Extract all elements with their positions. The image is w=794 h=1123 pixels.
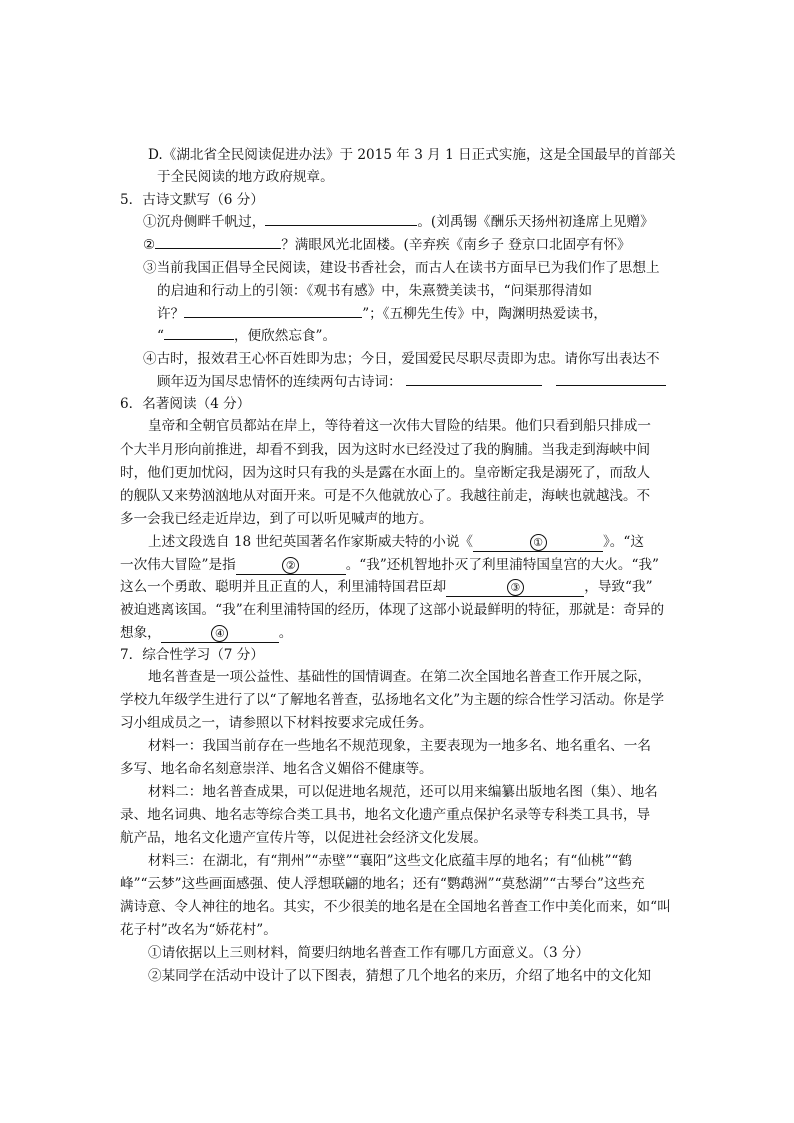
q6-passage-line: 时，他们更加忧闷，因为这时只有我的头是露在水面上的。皇帝断定我是溺死了，而敌人 [120,465,651,481]
answer-blank-3[interactable] [446,578,584,597]
q5-s4-l2-text: 顾年迈为国尽忠情怀的连续两句古诗词： [157,374,402,390]
q5-s2-suffix: ？满眼风光北固楼。(辛弃疾《南乡子 登京口北固亭有怀》 [281,237,631,253]
answer-blank[interactable] [164,324,234,340]
q6-l3-suffix: ，导致“我” [584,579,653,595]
q5-s3-l4-open: “ [157,328,164,344]
answer-blank[interactable] [406,370,542,386]
material-1-line: 多写、地名命名刻意崇洋、地名含义媚俗不健康等。 [120,761,433,777]
q7-intro-line: 地名普查是一项公益性、基础性的国情调查。在第二次全国地名普查工作开展之际， [148,669,651,685]
q6-q-line-4: 被迫逃离该国。“我”在利里浦特国的经历，体现了这部小说最鲜明的特征，那就是：奇异的 [120,602,665,618]
answer-blank[interactable] [155,233,281,249]
answer-blank[interactable] [184,302,362,318]
answer-blank-2[interactable] [236,556,346,575]
q6-q-line-2 [120,553,659,577]
blank-number-1: ① [530,534,547,551]
q6-l1-prefix: 上述文段选自 18 世纪英国著名作家斯威夫特的小说《 [148,534,474,550]
material-2-line: 材料二：地名普查成果，可以促进地名规范，还可以用来编纂出版地名图（集）、地名 [148,784,658,800]
q6-passage-line: 个大半月形向前推进，却看不到我，因为这时水已经没过了我的胸脯。当我走到海峡中间 [120,442,651,458]
q7-intro-line: 学校九年级学生进行了以“了解地名普查，弘扬地名文化”为主题的综合性学习活动。你是学 [120,692,665,708]
q7-intro-line: 习小组成员之一，请参照以下材料按要求完成任务。 [120,715,433,731]
q5-s1-prefix: ①沉舟侧畔千帆过， [143,214,266,230]
q7-task-1: ①请依据以上三则材料，简要归纳地名普查工作有哪几方面意义。（3 分） [148,945,590,961]
answer-blank[interactable] [556,370,666,386]
q5-heading: 5．古诗文默写（6 分） [120,192,264,208]
q5-sentence-1 [143,210,654,234]
q5-s3-l3-suffix: ”；《五柳先生传》中，陶渊明热爱读书， [362,306,608,322]
material-3-line: 材料三：在湖北，有“荆州”“赤壁”“襄阳”这些文化底蕴丰厚的地名；有“仙桃”“鹤 [148,853,632,869]
blank-number-2: ② [282,557,299,574]
q6-q-line-1 [148,530,644,554]
q6-heading: 6．名著阅读（4 分） [120,396,251,412]
q5-s3-line-4 [157,324,336,348]
material-2-line: 航产品，地名文化遗产宣传片等，以促进社会经济文化发展。 [120,830,488,846]
q5-s3-l3-prefix: 许？ [157,306,185,322]
q5-s3-line-3 [157,302,607,326]
q6-passage-line: 多一会我已经走近岸边，到了可以听见喊声的地方。 [120,511,433,527]
option-d-line-2: 于全民阅读的地方政府规章。 [157,169,334,185]
material-3-line: 峰”“云梦”这些画面感强、使人浮想联翩的地名；还有“鹦鹉洲”“莫愁湖”“古琴台”这些充 [120,876,645,892]
q6-q-line-3 [120,575,653,599]
q6-l5-suffix: 。 [278,625,293,641]
answer-blank-1[interactable] [473,533,603,552]
q6-q-line-5 [120,621,292,645]
answer-blank[interactable] [265,210,417,226]
material-2-line: 录、地名词典、地名志等综合类工具书，地名文化遗产重点保护名录等专科类工具书，导 [120,807,651,823]
q6-l1-suffix: 》。“这 [603,534,644,550]
option-d-line-1: D.《湖北省全民阅读促进办法》于 2015 年 3 月 1 日正式实施，这是全国最早的首部关 [148,147,676,163]
q5-s2-prefix: ② [143,237,156,253]
q5-s3-l4-suffix: ，便欣然忘食”。 [233,328,337,344]
blank-number-3: ③ [507,579,524,596]
material-1-line: 材料一：我国当前存在一些地名不规范现象，主要表现为一地多名、地名重名、一名 [148,738,651,754]
q5-sentence-2 [143,233,631,257]
q5-s3-line-1: ③当前我国正倡导全民阅读，建设书香社会，而古人在读书方面早已为我们作了思想上 [143,260,660,276]
q6-passage-line: 的舰队又来势汹汹地从对面开来。可是不久他就放心了。我越往前走，海峡也就越浅。不 [120,488,651,504]
q7-task-2: ②某同学在活动中设计了以下图表，猜想了几个地名的来历，介绍了地名中的文化知 [148,968,651,984]
q6-l3-prefix: 这么一个勇敢、聪明并且正直的人，利里浦特国君臣却 [120,579,447,595]
q5-s1-suffix: 。(刘禹锡《酬乐天扬州初逢席上见赠》 [417,214,654,230]
q6-passage-line: 皇帝和全朝官员都站在岸上，等待着这一次伟大冒险的结果。他们只看到船只排成一 [148,418,651,434]
q6-l2-prefix: 一次伟大冒险”是指 [120,557,236,573]
q5-s3-line-2: 的启迪和行动上的引领：《观书有感》中，朱熹赞美读书，“问渠那得清如 [157,283,593,299]
q6-l2-suffix: 。“我”还机智地扑灭了利里浦特国皇宫的大火。“我” [345,557,659,573]
q5-s4-line-1: ④古时，报效君王心怀百姓即为忠；今日，爱国爱民尽职尽责即为忠。请你写出表达不 [143,351,660,367]
blank-number-4: ④ [211,625,228,642]
q7-heading: 7．综合性学习（7 分） [120,647,264,663]
material-3-line: 满诗意、令人神往的地名。其实，不少很美的地名是在全国地名普查工作中美化而来，如“叫 [120,899,671,915]
answer-blank-4[interactable] [161,624,279,643]
q5-s4-line-2 [157,370,666,394]
q6-l5-prefix: 想象， [120,625,161,641]
material-3-line: 花子村”改名为“娇花村”。 [120,922,277,938]
